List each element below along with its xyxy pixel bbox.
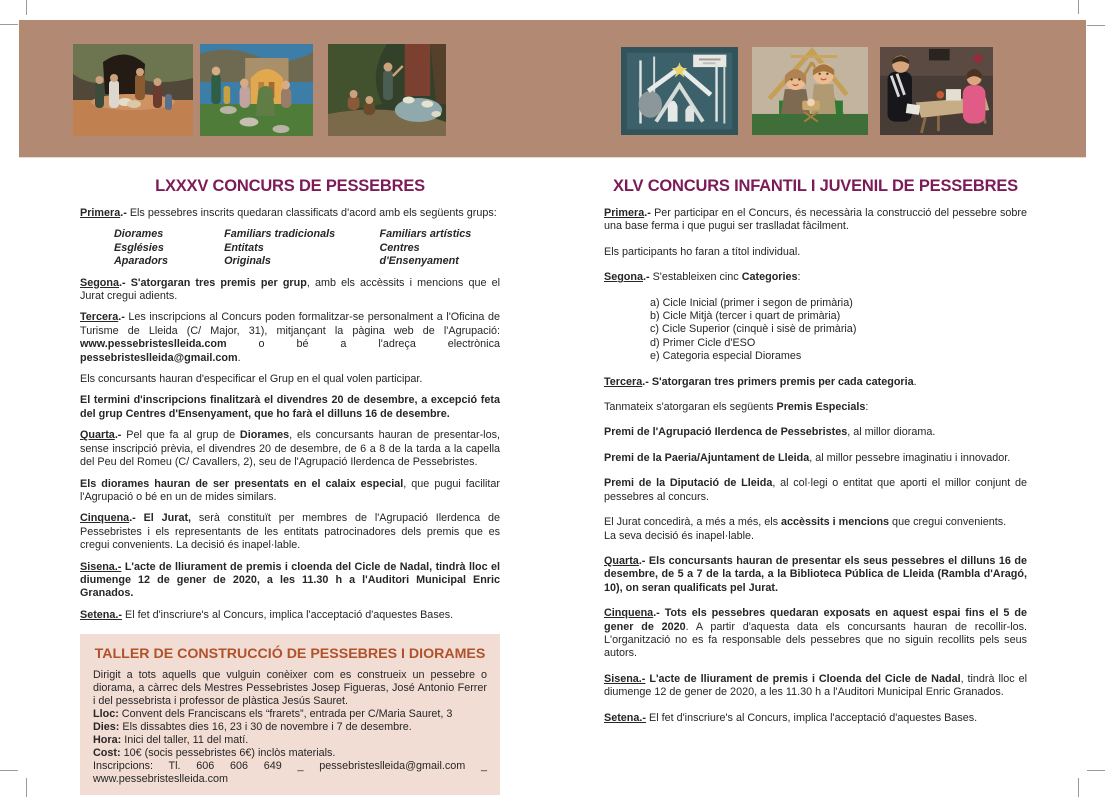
group-column bbox=[379, 228, 500, 268]
group-column bbox=[224, 228, 379, 268]
crop-mark-bottom-right-v bbox=[1078, 778, 1079, 797]
nativity-cave-photo bbox=[73, 44, 193, 136]
paragraph: Els concursants hauran d'especificar el Grup en el qual volen participar. bbox=[80, 373, 423, 386]
paragraph: Cost: 10€ (socis pessebristes 6€) inclòs materials. bbox=[93, 747, 336, 760]
paragraph: Quarta.- Els concursants hauran de presentar els seus pessebres el dilluns 16 de desembre, de 5 a 7 de la tarda, a la Biblioteca Pública de Lleida (Rambla d'Aragó, 10), on seran qualificats pel Jurat. bbox=[604, 554, 1027, 594]
paragraph: Els diorames hauran de ser presentats en el calaix especial, que pugui facilitar l'Agrupació o bé en un de mides similars. bbox=[80, 477, 500, 503]
group-item: Diorames bbox=[114, 228, 164, 241]
children-workshop-photo bbox=[880, 47, 993, 135]
group-item: Familiars tradicionals bbox=[224, 228, 336, 241]
paragraph: Cinquena.- El Jurat, serà constituït per membres de l'Agrupació Ilerdenca de Pessebristes i els representants de les entitats patrocinadores dels premis que es cregui convenients. La decisió és inapel·lable. bbox=[80, 512, 500, 552]
paragraph: Els participants ho faran a títol individual. bbox=[604, 245, 801, 258]
group-item: Esglésies bbox=[114, 241, 164, 254]
crop-mark-bottom-left-v bbox=[26, 778, 27, 797]
group-item: Familiars artístics bbox=[379, 228, 472, 241]
crop-mark-bottom-right-h bbox=[1087, 770, 1105, 771]
paragraph: Sisena.- L'acte de lliurament de premis i Cloenda del Cicle de Nadal, tindrà lloc el diumenge 12 de gener de 2020, a les 11.30 h a l'Auditori Municipal Enric Granados. bbox=[604, 672, 1027, 699]
crop-mark-top-right-v bbox=[1078, 0, 1079, 14]
paragraph: Lloc: Convent dels Franciscans els “frarets”, entrada per C/Maria Sauret, 3 bbox=[93, 708, 453, 721]
paragraph: Primera.- Per participar en el Concurs, és necessària la construcció del pessebre sobre una base ferma i que pugui ser traslladat fàcilment. bbox=[604, 207, 1027, 233]
group-item: Originals bbox=[224, 255, 271, 268]
crop-mark-top-left-h bbox=[0, 24, 18, 25]
paragraph: Tanmateix s'atorgaran els següents Premis Especials: bbox=[604, 401, 869, 414]
left-column bbox=[80, 172, 500, 795]
right-column-title: XLV CONCURS INFANTIL I JUVENIL DE PESSEBRES bbox=[613, 177, 1018, 195]
crop-mark-top-left-v bbox=[26, 0, 27, 15]
group-item: Entitats bbox=[224, 241, 264, 254]
crop-mark-bottom-left-h bbox=[0, 770, 18, 771]
category-item: c) Cicle Superior (cinquè i sisè de primària) bbox=[650, 323, 857, 336]
photo-band bbox=[19, 20, 1086, 157]
doll-nativity-photo bbox=[752, 47, 868, 135]
paragraph: Tercera.- Les inscripcions al Concurs poden formalitzar-se personalment a l'Oficina de Turisme de Lleida (C/ Major, 31), mitjançant la pàgina web de l'Agrupació: www.pessebristeslleida.com o bé a l'adreça electrònica pessebristeslleida@gmail.com. bbox=[80, 311, 500, 364]
crop-mark-top-right-h bbox=[1087, 25, 1105, 26]
paragraph: Segona.- S'estableixen cinc Categories: bbox=[604, 271, 801, 284]
right-column bbox=[604, 172, 1027, 737]
paragraph: El termini d'inscripcions finalitzarà el divendres 20 de desembre, a excepció feta del grup Centres d'Ensenyament, que ho farà el dilluns 16 de desembre. bbox=[80, 394, 500, 420]
left-column-body bbox=[80, 207, 500, 622]
paragraph: Hora: Inici del taller, 11 del matí. bbox=[93, 734, 249, 747]
paragraph: Inscripcions: Tl. 606 606 649 _ pessebristeslleida@gmail.com _ www.pessebristeslleida.com bbox=[93, 760, 487, 786]
workshop-box-body bbox=[93, 669, 487, 786]
paragraph: Dies: Els dissabtes dies 16, 23 i 30 de novembre i 7 de desembre. bbox=[93, 721, 412, 734]
workshop-box-title: TALLER DE CONSTRUCCIÓ DE PESSEBRES I DIORAMES bbox=[94, 646, 486, 663]
stone-arch-nativity-photo bbox=[200, 44, 313, 136]
paragraph: Tercera.- S'atorgaran tres primers premis per cada categoria. bbox=[604, 375, 917, 388]
category-item: b) Cicle Mitjà (tercer i quart de primària) bbox=[650, 310, 841, 323]
shepherds-scene-photo bbox=[328, 44, 446, 136]
paragraph: Primera.- Els pessebres inscrits quedaran classificats d'acord amb els següents grups: bbox=[80, 207, 497, 219]
paragraph: El Jurat concedirà, a més a més, els accèssits i mencions que cregui convenients. La seva decisió és inapel·lable. bbox=[604, 516, 1007, 542]
group-item: Centres d'Ensenyament bbox=[379, 241, 459, 268]
paper-diorama-photo bbox=[621, 47, 738, 135]
paragraph: Segona.- S'atorgaran tres premis per grup, amb els accèssits i mencions que el Jurat cregui adients. bbox=[80, 276, 500, 303]
paragraph: Dirigit a tots aquells que vulguin conèixer com es construeix un pessebre o diorama, a càrrec dels Mestres Pessebristes Josep Figueras, José Antonio Ferrer i del pessebrista i professor de plàstica Jesús Sauret. bbox=[93, 669, 487, 708]
right-column-body bbox=[604, 207, 1027, 725]
paragraph: Premi de l'Agrupació Ilerdenca de Pessebristes, al millor diorama. bbox=[604, 426, 936, 439]
paragraph: Cinquena.- Tots els pessebres quedaran exposats en aquest espai fins el 5 de gener de 2020. A partir d'aquesta data els concursants hauran de recollir-los. L'organització no es fa responsable dels pessebres que no siguin recollits pels seus autors. bbox=[604, 607, 1027, 660]
paragraph: Setena.- El fet d'inscriure's al Concurs, implica l'acceptació d'aquestes Bases. bbox=[80, 608, 454, 621]
category-item: e) Categoria especial Diorames bbox=[650, 350, 802, 363]
group-column bbox=[114, 228, 224, 268]
paragraph: Premi de la Paeria/Ajuntament de Lleida, al millor pessebre imaginatiu i innovador. bbox=[604, 451, 1011, 464]
paragraph: Premi de la Diputació de Lleida, al col·legi o entitat que aporti el millor conjunt de pessebres al concurs. bbox=[604, 477, 1027, 503]
group-item: Aparadors bbox=[114, 255, 169, 268]
left-column-title: LXXXV CONCURS DE PESSEBRES bbox=[155, 177, 425, 195]
groups-grid bbox=[80, 228, 500, 268]
category-item: d) Primer Cicle d'ESO bbox=[650, 336, 756, 349]
workshop-box bbox=[80, 634, 500, 795]
categories-list bbox=[604, 297, 1027, 364]
paragraph: Sisena.- L'acte de lliurament de premis i cloenda del Cicle de Nadal, tindrà lloc el diumenge 12 de gener de 2020, a les 11.30 h a l'Auditori Municipal Enric Granados. bbox=[80, 560, 500, 600]
category-item: a) Cicle Inicial (primer i segon de primària) bbox=[650, 296, 853, 309]
paragraph: Setena.- El fet d'inscriure's al Concurs, implica l'acceptació d'aquestes Bases. bbox=[604, 711, 978, 724]
paragraph: Quarta.- Pel que fa al grup de Diorames, els concursants hauran de presentar-los, sense inscripció prèvia, el divendres 20 de desembre, de 6 a 8 de la tarda a la capella del Peu del Romeu (C/ Cavallers, 2), seu de l'Agrupació Ilerdenca de Pessebristes. bbox=[80, 429, 500, 469]
